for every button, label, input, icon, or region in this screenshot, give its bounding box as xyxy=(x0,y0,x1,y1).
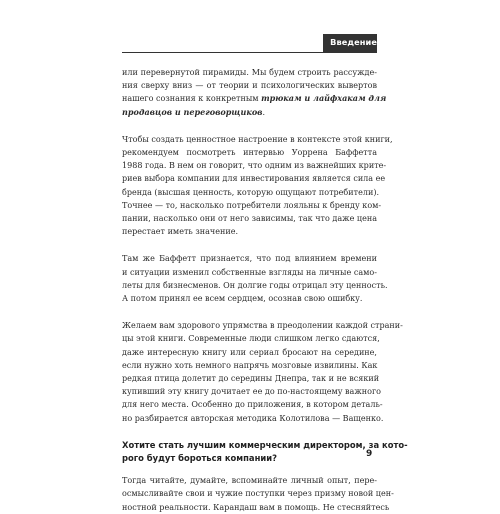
text-line: перестает иметь значение. xyxy=(122,227,239,237)
text-line: Тогда читайте, думайте, вспоминайте личный опыт, пере- xyxy=(122,476,377,486)
text-fragment: . xyxy=(262,107,266,117)
text-line: бренда (высшая ценность, которую ощущают потребители). xyxy=(122,187,380,197)
text-line: пании, насколько они от него зависимы, так что даже цена xyxy=(122,214,377,224)
running-header-title: Введение xyxy=(330,37,377,47)
text-line: осмысливайте свои и чужие поступки через призму новой цен- xyxy=(122,489,394,499)
text-line: цы этой книги. Современные люди слишком легко сдаются, xyxy=(122,334,380,344)
text-line: леты для бизнесменов. Он долгие годы отрицал эту ценность. xyxy=(122,280,388,290)
text-line: Желаем вам здорового упрямства в преодолении каждой страни- xyxy=(122,321,403,331)
section-heading xyxy=(122,439,408,465)
text-line: ностной реальности. Карандаш вам в помощь. Не стесняйтесь xyxy=(122,502,390,512)
emphasis-text: продавцов и переговорщиков xyxy=(122,106,263,117)
text-line: риев выбора компании для инвестирования является сила ее xyxy=(122,174,386,184)
text-line: ния сверху вниз — от теории и психологических вывертов xyxy=(122,81,377,91)
text-line: Там же Баффетт признается, что под влиянием времени xyxy=(122,254,377,264)
page-number: 9 xyxy=(366,449,373,459)
paragraph-5 xyxy=(122,474,394,514)
page-body xyxy=(122,66,408,514)
heading-line: рого будут бороться компании? xyxy=(122,453,277,464)
text-line: или перевернутой пирамиды. Мы будем строить рассужде- xyxy=(122,68,377,77)
text-line: если нужно хоть немного напрячь мозговые извилины. Как xyxy=(122,360,378,370)
paragraph-2 xyxy=(122,133,393,239)
text-line: и ситуации изменил собственные взгляды на личные само- xyxy=(122,267,377,277)
paragraph-4 xyxy=(122,319,403,425)
text-line xyxy=(122,92,387,105)
text-line: Точнее — то, насколько потребители лояльны к бренду ком- xyxy=(122,200,382,210)
text-line: для него места. Особенно до приложения, в котором деталь- xyxy=(122,400,383,410)
text-line xyxy=(122,106,377,119)
text-line: купивший эту книгу дочитает ее до по-настоящему важного xyxy=(122,387,382,397)
header-rule xyxy=(122,52,377,53)
text-fragment: нашего сознания к конкретным xyxy=(122,94,262,104)
text-line: 1988 года. В нем он говорит, что одним из важнейших крите- xyxy=(122,161,387,171)
emphasis-text: трюкам и лайфхакам для xyxy=(261,93,387,104)
text-line: но разбирается авторская методика Колотилова — Ващенко. xyxy=(122,413,384,423)
heading-line: Хотите стать лучшим коммерческим директором, за кото- xyxy=(122,439,408,450)
text-line: Чтобы создать ценностное настроение в контексте этой книги, xyxy=(122,134,393,144)
text-line: редкая птица долетит до середины Днепра, так и не всякий xyxy=(122,374,380,384)
text-line: А потом принял ее всем сердцем, осознав свою ошибку. xyxy=(122,294,363,304)
running-header xyxy=(0,34,500,54)
text-line: даже интересную книгу или сериал бросают на середине, xyxy=(122,347,377,357)
paragraph-1 xyxy=(122,66,387,119)
paragraph-3 xyxy=(122,252,388,305)
text-line: рекомендуем посмотреть интервью Уоррена Баффетта xyxy=(122,148,377,158)
